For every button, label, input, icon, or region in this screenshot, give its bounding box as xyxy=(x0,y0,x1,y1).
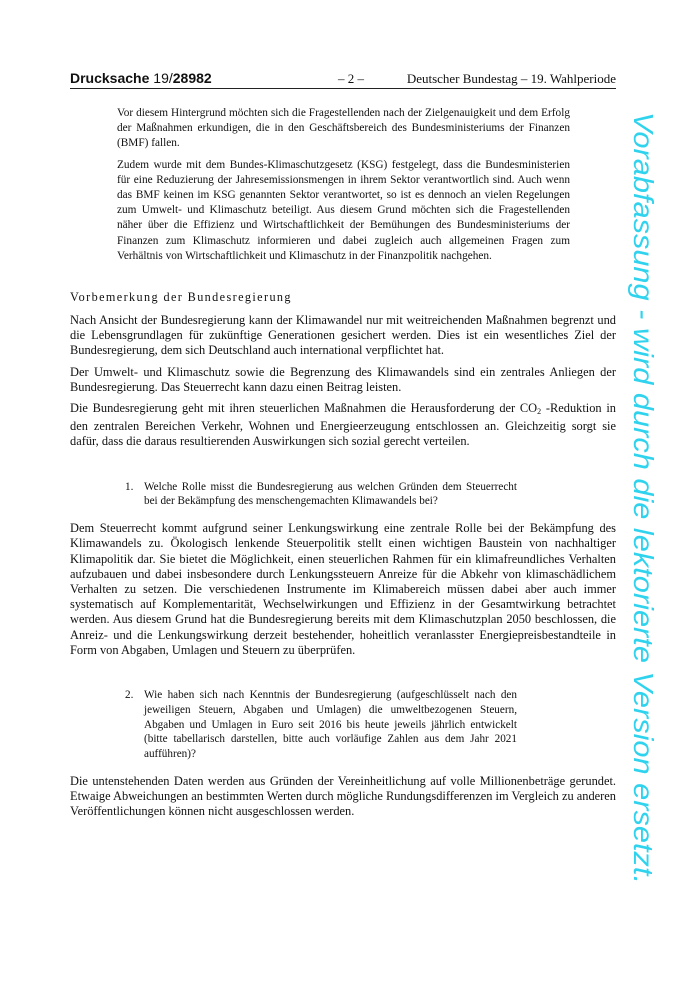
document-number xyxy=(70,70,212,86)
doc-label: Drucksache xyxy=(70,70,150,86)
section-heading: Vorbemerkung der Bundesregierung xyxy=(70,290,292,305)
doc-number-prefix: 19/ xyxy=(153,70,173,86)
answer-2 xyxy=(70,774,616,820)
preliminary-remarks xyxy=(70,313,616,450)
body-paragraph xyxy=(70,401,616,450)
question-number: 2. xyxy=(125,689,134,702)
question-2 xyxy=(125,688,517,762)
question-number: 1. xyxy=(125,480,134,493)
watermark-svg xyxy=(616,108,676,888)
text-span: -Reduktion in den zentralen Bereichen Verkehr, Wohnen und Energieerzeugung entschlossen an. Gleichzeitig sorgt sie dafür, dass die daraus resultierenden Auswirkungen sich sozial gerecht verteilen. xyxy=(70,401,616,449)
question-1 xyxy=(125,480,517,510)
body-paragraph: Nach Ansicht der Bundesregierung kann der Klimawandel nur mit weitreichenden Maßnahmen begrenzt und die Lebensgrundlagen für zukünftige Generationen gesichert werden. Dies ist ein wesentliches Ziel der Bundesregierung, dem sich Deutschland auch international verpflichtet hat. xyxy=(70,313,616,358)
page-header xyxy=(70,70,616,89)
answer-paragraph: Die untenstehenden Daten werden aus Gründen der Vereinheitlichung auf volle Millionenbeträge gerundet. Etwaige Abweichungen an bestimmten Werten durch mögliche Rundungsdifferenzen im Vergleich zu anderen Veröffentlichungen können nicht ausgeschlossen werden. xyxy=(70,774,616,819)
doc-number: 28982 xyxy=(172,70,212,86)
question-text: Welche Rolle misst die Bundesregierung aus welchen Gründen dem Steuerrecht bei der Bekämpfung des menschengemachten Klimawandels bei? xyxy=(144,480,517,508)
draft-watermark xyxy=(616,108,676,888)
watermark-text: Vorabfassung - wird durch die lektorierte Version ersetzt. xyxy=(628,112,659,803)
page-number: – 2 – xyxy=(338,71,364,86)
question-intro xyxy=(117,106,570,264)
answer-1 xyxy=(70,521,616,658)
answer-paragraph: Dem Steuerrecht kommt aufgrund seiner Lenkungswirkung eine zentrale Rolle bei der Bekämpfung des Klimawandels zu. Ökologisch lenkende Steuerpolitik stellt einen wichtigen Baustein von nachhaltiger Klimapolitik dar. Sie bietet die Möglichkeit, einen steuerlichen Rahmen für ein klimafreundliches Verhalten aufzubauen und dabei insbesondere durch Lenkungssteuern Anreize für die Abkehr von klimaschädlichem Verhalten zu setzen. Die verschiedenen Instrumente im Klimabereich müssen dabei aber auch immer systematisch auf Komplementarität, Wechselwirkungen und Effizienz in der Gesamtwirkung betrachtet werden. Aus diesem Grund hat die Bundesregierung bereits mit dem Klimaschutzplan 2050 beschlossen, die Anreiz- und die Lenkungswirkung derzeit bestehender, hoheitlich veranlasster Energiepreisbestandteile in Form von Abgaben, Umlagen und Steuern zu überprüfen. xyxy=(70,521,616,657)
text-span: Die Bundesregierung geht mit ihren steuerlichen Maßnahmen die Herausforderung der CO xyxy=(70,401,538,416)
question-text: Wie haben sich nach Kenntnis der Bundesregierung (aufgeschlüsselt nach den jeweiligen Steuern, Abgaben und Umlagen) die umweltbezogenen Steuern, Abgaben und Umlagen in Euro seit 2016 bis heute jeweils jährlich entwickelt (bitte tabellarisch darstellen, bitte auch vorläufige Zahlen aus dem Jahr 2021 aufführen)? xyxy=(144,689,517,761)
parliament-period: Deutscher Bundestag – 19. Wahlperiode xyxy=(406,71,616,86)
body-paragraph: Der Umwelt- und Klimaschutz sowie die Begrenzung des Klimawandels sind ein zentrales Anliegen der Bundesregierung. Das Steuerrecht kann dazu einen Beitrag leisten. xyxy=(70,364,616,394)
subscript: 2 xyxy=(537,407,542,417)
page-content xyxy=(70,106,616,820)
intro-paragraph: Zudem wurde mit dem Bundes-Klimaschutzgesetz (KSG) festgelegt, dass die Bundesministerien für eine Reduzierung der Jahresemissionsmengen in ihrem Sektor verantwortlich sind. Auch wenn das BMF keinen im KSG genannten Sektor verantwortet, so ist es dennoch an vielen Regelungen zum Umwelt- und Klimaschutz beteiligt. Aus diesem Grund möchten sich die Fragestellenden näher über die Effizienz und Wirtschaftlichkeit der Bemühungen des Bundesministeriums der Finanzen zum Klimaschutz informieren und dabei zugleich auch allgemeinen Fragen zum Verhältnis von Wirtschaftlichkeit und Klimaschutz in der Finanzpolitik nachgehen. xyxy=(117,158,570,262)
intro-paragraph: Vor diesem Hintergrund möchten sich die Fragestellenden nach der Zielgenauigkeit und dem Erfolg der Maßnahmen erkundigen, die in den Geschäftsbereich des Bundesministeriums der Finanzen (BMF) fallen. xyxy=(117,107,570,150)
